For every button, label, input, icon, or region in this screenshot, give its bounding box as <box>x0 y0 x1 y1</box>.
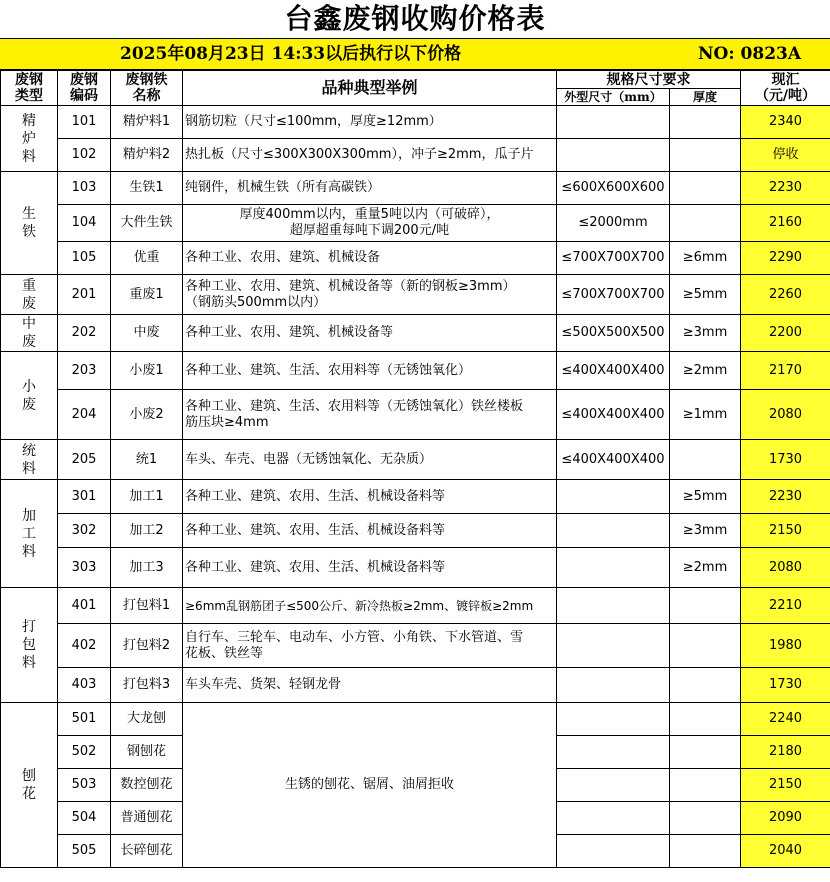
row-example: 各种工业、建筑、生活、农用料等（无锈蚀氧化）铁丝楼板 筋压块≥4mm <box>183 390 557 440</box>
row-code: 503 <box>58 769 111 802</box>
header-type: 废钢 类型 <box>1 71 58 106</box>
header-example: 品种典型举例 <box>183 71 557 106</box>
row-size: ≤500X500X500 <box>557 315 670 352</box>
document-number: NO: 0823A <box>698 44 802 64</box>
row-name: 小废2 <box>111 390 183 440</box>
row-code: 204 <box>58 390 111 440</box>
row-name: 统1 <box>111 440 183 480</box>
row-example: 各种工业、农用、建筑、机械设备等（新的钢板≥3mm） （钢筋头500mm以内） <box>183 275 557 315</box>
row-example: ≥6mm乱钢筋团子≤500公斤、新冷热板≥2mm、镀锌板≥2mm <box>183 588 557 624</box>
header-code: 废钢 编码 <box>58 71 111 106</box>
row-price: 1980 <box>741 624 830 668</box>
category-processed-scrap: 加 工 料 <box>1 480 58 588</box>
row-size <box>557 624 670 668</box>
category-shavings: 刨 花 <box>1 703 58 868</box>
row-example: 厚度400mm以内，重量5吨以内（可破碎）， 超厚超重每吨下调200元/吨 <box>183 205 557 242</box>
row-price: 2180 <box>741 736 830 769</box>
row-name: 大件生铁 <box>111 205 183 242</box>
row-code: 302 <box>58 514 111 548</box>
header-thickness: 厚度 <box>670 89 741 106</box>
row-thickness <box>670 624 741 668</box>
row-size <box>557 802 670 835</box>
row-size <box>557 588 670 624</box>
row-code: 505 <box>58 835 111 868</box>
row-size: ≤2000mm <box>557 205 670 242</box>
row-code: 103 <box>58 172 111 205</box>
row-thickness: ≥3mm <box>670 315 741 352</box>
row-name: 打包料2 <box>111 624 183 668</box>
row-example: 各种工业、农用、建筑、机械设备 <box>183 242 557 275</box>
row-price: 2210 <box>741 588 830 624</box>
row-thickness <box>670 703 741 736</box>
row-code: 504 <box>58 802 111 835</box>
row-size <box>557 480 670 514</box>
row-size: ≤700X700X700 <box>557 275 670 315</box>
row-code: 401 <box>58 588 111 624</box>
row-code: 203 <box>58 352 111 390</box>
row-name: 精炉料1 <box>111 106 183 139</box>
row-thickness <box>670 106 741 139</box>
row-example: 纯钢件，机械生铁（所有高碳铁） <box>183 172 557 205</box>
row-name: 重废1 <box>111 275 183 315</box>
row-example: 各种工业、农用、建筑、机械设备等 <box>183 315 557 352</box>
row-size <box>557 703 670 736</box>
row-name: 普通刨花 <box>111 802 183 835</box>
row-code: 301 <box>58 480 111 514</box>
row-name: 加工2 <box>111 514 183 548</box>
header-spec: 规格尺寸要求 <box>557 71 741 89</box>
row-thickness <box>670 769 741 802</box>
row-size <box>557 106 670 139</box>
row-thickness: ≥2mm <box>670 352 741 390</box>
row-example: 车头车壳、货架、轻钢龙骨 <box>183 668 557 703</box>
row-thickness: ≥3mm <box>670 514 741 548</box>
row-size: ≤400X400X400 <box>557 352 670 390</box>
row-price: 2040 <box>741 835 830 868</box>
category-mixed-scrap: 统 料 <box>1 440 58 480</box>
header-size: 外型尺寸（mm） <box>557 89 670 106</box>
row-example: 各种工业、建筑、生活、农用料等（无锈蚀氧化） <box>183 352 557 390</box>
row-thickness: ≥5mm <box>670 480 741 514</box>
row-size <box>557 769 670 802</box>
row-code: 303 <box>58 548 111 588</box>
row-size: ≤600X600X600 <box>557 172 670 205</box>
row-price: 2080 <box>741 390 830 440</box>
row-code: 402 <box>58 624 111 668</box>
row-price: 2080 <box>741 548 830 588</box>
row-example: 各种工业、建筑、农用、生活、机械设备料等 <box>183 514 557 548</box>
row-example: 车头、车壳、电器（无锈蚀氧化、无杂质） <box>183 440 557 480</box>
row-size: ≤700X700X700 <box>557 242 670 275</box>
notice-bar <box>0 38 830 70</box>
row-price: 2240 <box>741 703 830 736</box>
row-thickness <box>670 835 741 868</box>
row-thickness <box>670 802 741 835</box>
row-thickness: ≥1mm <box>670 390 741 440</box>
row-code: 403 <box>58 668 111 703</box>
category-bale-scrap: 打 包 料 <box>1 588 58 703</box>
row-price: 2230 <box>741 480 830 514</box>
row-size <box>557 139 670 172</box>
row-code: 101 <box>58 106 111 139</box>
category-light-scrap: 小 废 <box>1 352 58 440</box>
shavings-note: 生锈的刨花、锯屑、油屑拒收 <box>183 703 557 868</box>
row-name: 生铁1 <box>111 172 183 205</box>
row-price: 2160 <box>741 205 830 242</box>
effective-date: 2025年08月23日 14:33以后执行以下价格 <box>120 44 462 64</box>
row-size <box>557 668 670 703</box>
category-heavy-scrap: 重 废 <box>1 275 58 315</box>
row-example: 自行车、三轮车、电动车、小方管、小角铁、下水管道、雪 花板、铁丝等 <box>183 624 557 668</box>
row-name: 长碎刨花 <box>111 835 183 868</box>
row-thickness: ≥2mm <box>670 548 741 588</box>
row-price: 2090 <box>741 802 830 835</box>
row-price: 2260 <box>741 275 830 315</box>
row-size: ≤400X400X400 <box>557 440 670 480</box>
row-price: 2170 <box>741 352 830 390</box>
row-name: 中废 <box>111 315 183 352</box>
row-name: 精炉料2 <box>111 139 183 172</box>
row-name: 优重 <box>111 242 183 275</box>
row-size <box>557 736 670 769</box>
page-title: 台鑫废钢收购价格表 <box>284 2 546 35</box>
row-example: 钢筋切粒（尺寸≤100mm，厚度≥12mm） <box>183 106 557 139</box>
header-price: 现汇 （元/吨） <box>741 71 830 106</box>
row-price: 2230 <box>741 172 830 205</box>
row-thickness <box>670 172 741 205</box>
row-price: 1730 <box>741 440 830 480</box>
row-size <box>557 835 670 868</box>
row-thickness: ≥6mm <box>670 242 741 275</box>
row-thickness <box>670 205 741 242</box>
row-price: 1730 <box>741 668 830 703</box>
row-example: 各种工业、建筑、农用、生活、机械设备料等 <box>183 548 557 588</box>
row-code: 502 <box>58 736 111 769</box>
category-medium-scrap: 中 废 <box>1 315 58 352</box>
row-code: 202 <box>58 315 111 352</box>
row-size: ≤400X400X400 <box>557 390 670 440</box>
row-name: 加工3 <box>111 548 183 588</box>
row-name: 加工1 <box>111 480 183 514</box>
row-name: 打包料1 <box>111 588 183 624</box>
row-name: 数控刨花 <box>111 769 183 802</box>
row-code: 105 <box>58 242 111 275</box>
row-price: 2340 <box>741 106 830 139</box>
row-name: 大龙刨 <box>111 703 183 736</box>
row-thickness: ≥5mm <box>670 275 741 315</box>
row-code: 205 <box>58 440 111 480</box>
row-name: 打包料3 <box>111 668 183 703</box>
row-code: 201 <box>58 275 111 315</box>
row-thickness <box>670 668 741 703</box>
row-example: 各种工业、建筑、农用、生活、机械设备料等 <box>183 480 557 514</box>
category-pig-iron: 生 铁 <box>1 172 58 275</box>
category-refined-charge: 精 炉 料 <box>1 106 58 172</box>
row-thickness <box>670 588 741 624</box>
row-name: 钢刨花 <box>111 736 183 769</box>
row-example: 热扎板（尺寸≤300X300X300mm），冲子≥2mm，瓜子片 <box>183 139 557 172</box>
row-code: 501 <box>58 703 111 736</box>
row-size <box>557 514 670 548</box>
row-price: 2290 <box>741 242 830 275</box>
row-price: 停收 <box>741 139 830 172</box>
row-thickness <box>670 139 741 172</box>
row-price: 2200 <box>741 315 830 352</box>
row-thickness <box>670 736 741 769</box>
row-price: 2150 <box>741 769 830 802</box>
row-price: 2150 <box>741 514 830 548</box>
row-code: 104 <box>58 205 111 242</box>
row-thickness <box>670 440 741 480</box>
price-table <box>0 70 830 868</box>
header-name: 废钢铁 名称 <box>111 71 183 106</box>
row-name: 小废1 <box>111 352 183 390</box>
row-code: 102 <box>58 139 111 172</box>
row-size <box>557 548 670 588</box>
